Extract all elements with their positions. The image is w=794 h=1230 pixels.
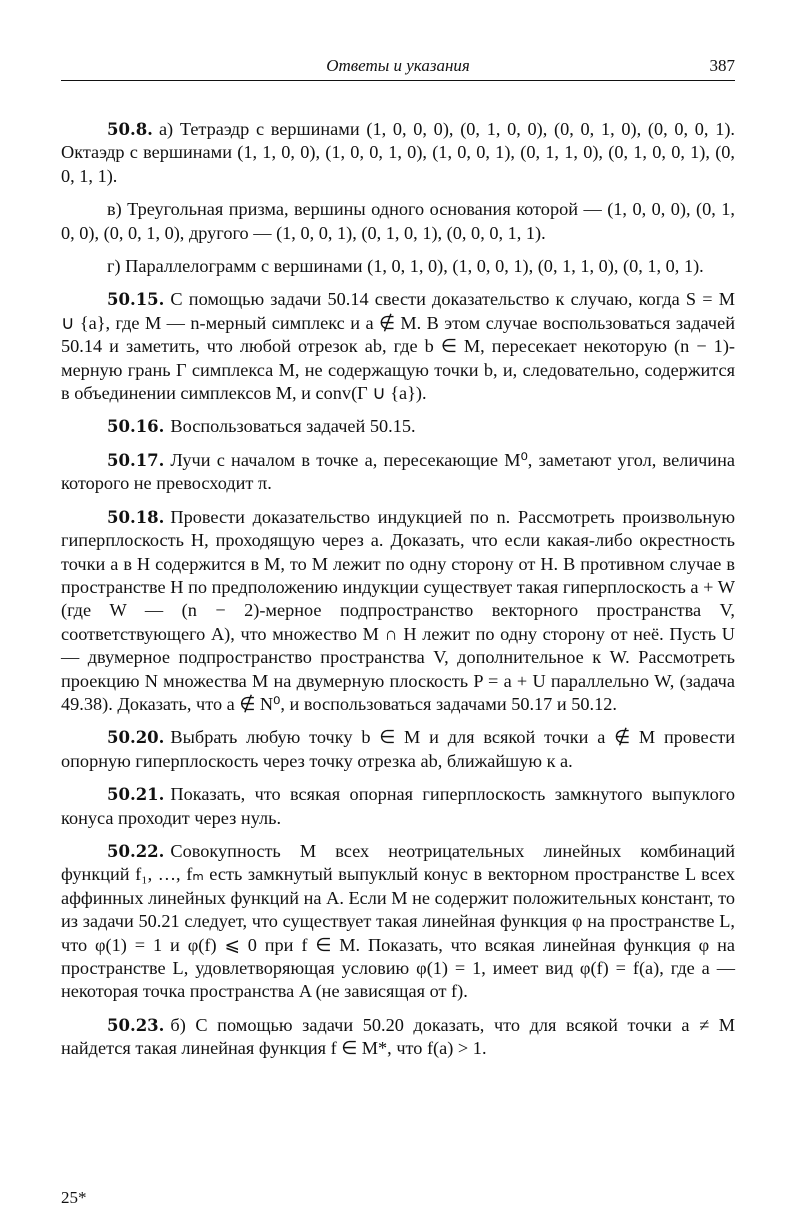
- page-body: [61, 118, 735, 1071]
- answer-text: Выбрать любую точку b ∈ M и для всякой точки a ∉ M провести опорную гиперплоскость через точку отрезка ab, ближайшую к a.: [61, 727, 735, 771]
- answer-text: Совокупность M всех неотрицательных линейных комбинаций функций f₁, …, fₘ есть замкнутый выпуклый конус в векторном пространстве L всех аффинных линейных функций на A. Если M не содержит положительных констант, то из задачи 50.21 следует, что существует такая линейная функция φ на пространстве L, что φ(1) = 1 и φ(f) ⩽ 0 при f ∈ M. Показать, что всякая линейная функция φ на пространстве L, удовлетворяющая условию φ(1) = 1, имеет вид φ(f) = f(a), где a — некоторая точка пространства A (не зависящая от f).: [61, 840, 735, 1002]
- answer-50-20: [61, 726, 735, 773]
- answer-text: в) Треугольная призма, вершины одного основания которой — (1, 0, 0, 0), (0, 1, 0, 0), (0, 0, 1, 0), другого — (1, 0, 0, 1), (0, 1, 0, 1), (0, 0, 0, 1, 1).: [61, 199, 735, 243]
- problem-number: 50.15.: [107, 290, 165, 310]
- answer-text: б) С помощью задачи 50.20 доказать, что для всякой точки a ≠ M найдется такая линейная функция f ∈ M*, что f(a) > 1.: [61, 1014, 735, 1059]
- answer-text: г) Параллелограмм с вершинами (1, 0, 1, 0), (1, 0, 0, 1), (0, 1, 1, 0), (0, 1, 0, 1).: [107, 256, 704, 277]
- signature-mark: 25*: [61, 1188, 87, 1207]
- answer-50-21: [61, 783, 735, 830]
- answer-50-8-a: [61, 118, 735, 188]
- problem-number: 50.18.: [107, 507, 165, 527]
- answer-50-8-v: [61, 198, 735, 245]
- answer-text: а) Тетраэдр с вершинами (1, 0, 0, 0), (0, 1, 0, 0), (0, 0, 1, 0), (0, 0, 0, 1). Октаэдр с вершинами (1, 1, 0, 0), (1, 0, 0, 1, 0), (1, 0, 0, 1), (0, 1, 1, 0), (0, 1, 0, 0, 1), (0, 0, 1, 1).: [61, 119, 735, 186]
- answer-text: Лучи с началом в точке a, пересекающие M⁰, заметают угол, величина которого не превосходит π.: [61, 449, 735, 494]
- running-title: Ответы и указания: [326, 56, 470, 75]
- problem-number: 50.21.: [107, 785, 165, 805]
- problem-number: 50.20.: [107, 728, 165, 748]
- answer-text: С помощью задачи 50.14 свести доказательство к случаю, когда S = M ∪ {a}, где M — n-мерный симплекс и a ∉ M. В этом случае воспользоваться задачей 50.14 и заметить, что любой отрезок ab, где b ∈ M, пересекает некоторую (n − 1)-мерную грань Γ симплекса M, не содержащую точки b, и, следовательно, содержится в объединении симплексов M, и conv(Γ ∪ {a}).: [61, 289, 735, 404]
- page-number: 387: [709, 56, 735, 75]
- answer-50-22: [61, 840, 735, 1004]
- answer-text: Воспользоваться задачей 50.15.: [170, 416, 416, 437]
- running-header: [61, 54, 735, 81]
- problem-number: 50.8.: [107, 120, 153, 139]
- answer-50-17: [61, 449, 735, 496]
- answer-50-15: [61, 288, 735, 405]
- answer-text: Провести доказательство индукцией по n. Рассмотреть произвольную гиперплоскость H, проходящую через a. Доказать, что если какая-либо окрестность точки a в H содержится в M, то M лежит по одну сторону от H. В противном случае в пространстве H по предположению индукции существует такая гиперплоскость a + W (где W — (n − 2)-мерное подпространство векторного пространства V, соответствующего A), что множество M ∩ H лежит по одну сторону от неё. Пусть U — двумерное подпространство пространства V, дополнительное к W. Рассмотреть проекцию N множества M на двумерную плоскость P = a + U параллельно W, (задача 49.38). Доказать, что a ∉ N⁰, и воспользоваться задачами 50.17 и 50.12.: [61, 506, 735, 714]
- answer-50-16: [61, 415, 735, 438]
- answer-50-18: [61, 506, 735, 717]
- problem-number: 50.16.: [107, 417, 165, 437]
- answer-50-8-g: [61, 255, 735, 278]
- problem-number: 50.17.: [107, 450, 165, 470]
- answer-text: Показать, что всякая опорная гиперплоскость замкнутого выпуклого конуса проходит через нуль.: [61, 784, 735, 828]
- problem-number: 50.23.: [107, 1015, 165, 1035]
- problem-number: 50.22.: [107, 841, 165, 861]
- answer-50-23: [61, 1014, 735, 1061]
